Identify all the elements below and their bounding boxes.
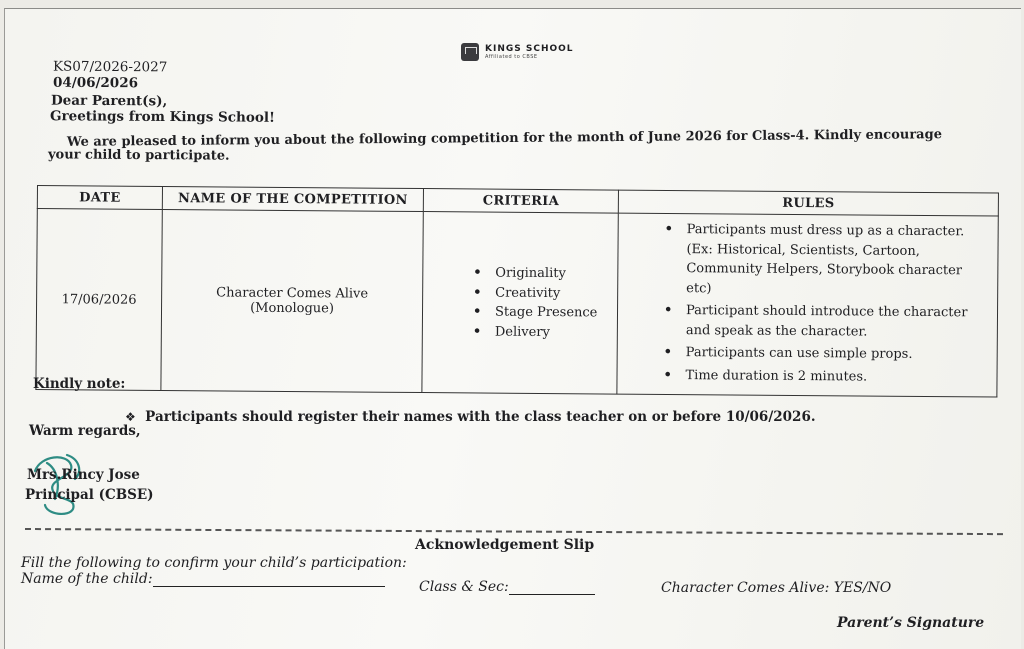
header-criteria: CRITERIA xyxy=(423,189,618,214)
body-line-1: We are pleased to inform you about the following competition for the month of June 2026 for Class-4. Kindly encourage xyxy=(66,127,943,150)
principal-title: Principal (CBSE) xyxy=(25,487,154,503)
school-name: KINGS SCHOOL xyxy=(485,44,574,54)
school-crest-icon xyxy=(461,43,479,61)
warm-regards: Warm regards, xyxy=(29,423,141,439)
competition-name-line1: Character Comes Alive xyxy=(216,285,369,302)
list-item: • Delivery xyxy=(495,322,611,342)
greeting: Greetings from Kings School! xyxy=(49,108,275,126)
rules-cell xyxy=(617,213,998,397)
class-sec-label: Class & Sec: xyxy=(419,579,509,595)
body-line-2: your child to participate. xyxy=(47,147,230,164)
note-text: Participants should register their names with the class teacher on or before 10/06/2026. xyxy=(145,409,816,425)
competition-name xyxy=(161,209,423,392)
school-affiliation: Affiliated to CBSE xyxy=(485,54,538,60)
reference-number: KS07/2026-2027 xyxy=(52,58,168,76)
header-rules: RULES xyxy=(618,190,998,216)
diamond-bullet-icon: ❖ xyxy=(125,410,136,424)
table-row xyxy=(36,209,998,398)
slip-instruction: Fill the following to confirm your child’s participation: xyxy=(21,555,407,571)
list-item: • Participant should introduce the character and speak as the character. xyxy=(686,301,991,342)
list-item: • Time duration is 2 minutes. xyxy=(685,366,990,388)
child-name-row xyxy=(21,571,385,587)
cut-line-divider xyxy=(25,528,1003,535)
note-item xyxy=(125,409,816,425)
list-item: • Stage Presence xyxy=(495,303,611,323)
competition-date: 17/06/2026 xyxy=(36,209,162,391)
principal-name: Mrs.Rincy Jose xyxy=(27,467,140,483)
class-sec-field[interactable] xyxy=(509,594,595,595)
competition-name-line2: (Monologue) xyxy=(250,300,335,317)
letter-page xyxy=(4,8,1021,649)
child-name-field[interactable] xyxy=(153,586,385,587)
list-item: • Participants can use simple props. xyxy=(686,343,991,365)
school-logo xyxy=(461,43,574,61)
slip-title: Acknowledgement Slip xyxy=(415,537,595,553)
header-date: DATE xyxy=(37,186,162,210)
competition-table xyxy=(35,185,999,398)
list-item: • Creativity xyxy=(495,283,611,303)
yes-no-choice[interactable]: Character Comes Alive: YES/NO xyxy=(661,580,892,596)
list-item: • Participants must dress up as a character. (Ex: Historical, Scientists, Cartoon, Community Helpers, Storybook character etc) xyxy=(686,220,992,300)
child-name-label: Name of the child: xyxy=(21,571,153,587)
signature-scribble xyxy=(27,449,97,519)
parent-signature-label: Parent’s Signature xyxy=(837,615,985,631)
note-title: Kindly note: xyxy=(33,376,126,392)
criteria-cell xyxy=(422,212,618,395)
header-competition: NAME OF THE COMPETITION xyxy=(162,186,423,211)
letter-date: 04/06/2026 xyxy=(52,74,139,92)
class-sec-row xyxy=(419,579,595,595)
salutation: Dear Parent(s), xyxy=(50,92,168,110)
list-item: • Originality xyxy=(495,264,611,284)
